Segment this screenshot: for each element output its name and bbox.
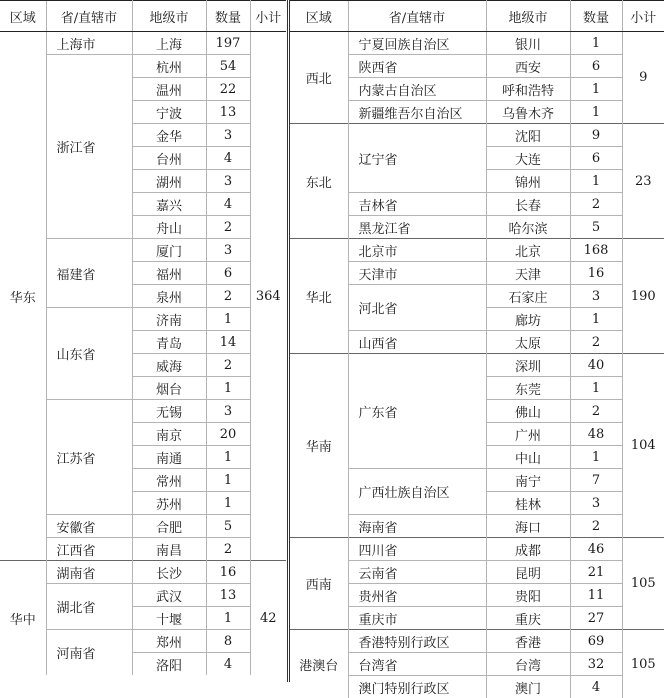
count-cell: 1: [206, 308, 250, 331]
count-cell: 2: [570, 193, 622, 216]
count-cell: 5: [206, 515, 250, 538]
province-cell: 江苏省: [46, 400, 132, 515]
table-row: [290, 32, 664, 55]
subtotal-cell: 42: [250, 561, 286, 676]
region-cell: 东北: [290, 124, 348, 239]
right-table-panel: [290, 0, 664, 682]
province-cell: 天津市: [348, 262, 486, 285]
city-cell: 哈尔滨: [486, 216, 570, 239]
count-cell: 1: [570, 308, 622, 331]
subtotal-cell: 104: [622, 354, 664, 538]
city-cell: 成都: [486, 538, 570, 561]
right-data-table: [290, 0, 664, 698]
city-cell: 长春: [486, 193, 570, 216]
count-cell: 32: [570, 653, 622, 676]
city-cell: 贵阳: [486, 584, 570, 607]
count-cell: 3: [570, 285, 622, 308]
count-cell: 27: [570, 607, 622, 630]
province-cell: 宁夏回族自治区: [348, 32, 486, 55]
region-cell: 西北: [290, 32, 348, 124]
count-cell: 3: [206, 239, 250, 262]
count-cell: 3: [206, 170, 250, 193]
count-cell: 4: [570, 676, 622, 698]
count-cell: 1: [570, 377, 622, 400]
city-cell: 南昌: [132, 538, 206, 561]
count-cell: 1: [206, 469, 250, 492]
header-city: 地级市: [486, 1, 570, 32]
province-cell: 河北省: [348, 285, 486, 331]
count-cell: 22: [206, 78, 250, 101]
city-cell: 桂林: [486, 492, 570, 515]
header-region: 区域: [290, 1, 348, 32]
city-cell: 深圳: [486, 354, 570, 377]
subtotal-cell: 105: [622, 538, 664, 630]
city-cell: 十堰: [132, 607, 206, 630]
city-cell: 烟台: [132, 377, 206, 400]
header-subtotal: 小计: [622, 1, 664, 32]
count-cell: 6: [570, 147, 622, 170]
city-cell: 天津: [486, 262, 570, 285]
city-cell: 温州: [132, 78, 206, 101]
city-cell: 无锡: [132, 400, 206, 423]
city-cell: 上海: [132, 32, 206, 55]
count-cell: 1: [206, 492, 250, 515]
city-cell: 南宁: [486, 469, 570, 492]
table-row: [290, 538, 664, 561]
count-cell: 1: [570, 101, 622, 124]
region-cell: 华中: [0, 561, 46, 676]
header-subtotal: 小计: [250, 1, 286, 32]
table-row: [290, 124, 664, 147]
table-header-row: [290, 1, 664, 32]
city-cell: 西安: [486, 55, 570, 78]
city-cell: 金华: [132, 124, 206, 147]
province-cell: 澳门特别行政区: [348, 676, 486, 698]
count-cell: 6: [570, 55, 622, 78]
province-cell: 四川省: [348, 538, 486, 561]
city-cell: 廊坊: [486, 308, 570, 331]
count-cell: 168: [570, 239, 622, 262]
city-cell: 常州: [132, 469, 206, 492]
province-cell: 香港特别行政区: [348, 630, 486, 653]
city-cell: 昆明: [486, 561, 570, 584]
count-cell: 2: [206, 354, 250, 377]
city-cell: 杭州: [132, 55, 206, 78]
province-cell: 海南省: [348, 515, 486, 538]
subtotal-cell: 9: [622, 32, 664, 124]
header-count: 数量: [570, 1, 622, 32]
province-cell: 广西壮族自治区: [348, 469, 486, 515]
city-cell: 太原: [486, 331, 570, 354]
city-cell: 南通: [132, 446, 206, 469]
count-cell: 14: [206, 331, 250, 354]
province-cell: 福建省: [46, 239, 132, 308]
count-cell: 40: [570, 354, 622, 377]
province-cell: 台湾省: [348, 653, 486, 676]
city-cell: 合肥: [132, 515, 206, 538]
province-cell: 云南省: [348, 561, 486, 584]
count-cell: 3: [206, 124, 250, 147]
count-cell: 21: [570, 561, 622, 584]
city-cell: 中山: [486, 446, 570, 469]
city-cell: 泉州: [132, 285, 206, 308]
count-cell: 3: [570, 492, 622, 515]
province-cell: 湖南省: [46, 561, 132, 584]
province-cell: 江西省: [46, 538, 132, 561]
count-cell: 197: [206, 32, 250, 55]
province-cell: 湖北省: [46, 584, 132, 630]
province-cell: 广东省: [348, 354, 486, 469]
city-cell: 重庆: [486, 607, 570, 630]
header-region: 区域: [0, 1, 46, 32]
city-cell: 舟山: [132, 216, 206, 239]
table-row: [290, 630, 664, 653]
header-province: 省/直辖市: [348, 1, 486, 32]
count-cell: 2: [570, 331, 622, 354]
city-cell: 广州: [486, 423, 570, 446]
city-cell: 乌鲁木齐: [486, 101, 570, 124]
province-cell: 上海市: [46, 32, 132, 55]
table-row: [290, 354, 664, 377]
count-cell: 2: [206, 538, 250, 561]
table-row: [290, 239, 664, 262]
subtotal-cell: 23: [622, 124, 664, 239]
province-cell: 浙江省: [46, 55, 132, 239]
city-cell: 嘉兴: [132, 193, 206, 216]
city-cell: 石家庄: [486, 285, 570, 308]
count-cell: 1: [570, 32, 622, 55]
header-count: 数量: [206, 1, 250, 32]
count-cell: 46: [570, 538, 622, 561]
count-cell: 11: [570, 584, 622, 607]
subtotal-cell: 105: [622, 630, 664, 698]
province-cell: 陕西省: [348, 55, 486, 78]
city-cell: 济南: [132, 308, 206, 331]
left-data-table: [0, 0, 286, 675]
count-cell: 69: [570, 630, 622, 653]
city-cell: 湖州: [132, 170, 206, 193]
province-cell: 北京市: [348, 239, 486, 262]
region-cell: 西南: [290, 538, 348, 630]
count-cell: 1: [570, 446, 622, 469]
region-cell: 华北: [290, 239, 348, 354]
province-cell: 河南省: [46, 630, 132, 676]
count-cell: 5: [570, 216, 622, 239]
city-cell: 宁波: [132, 101, 206, 124]
region-cell: 华东: [0, 32, 46, 561]
city-cell: 青岛: [132, 331, 206, 354]
count-cell: 1: [206, 446, 250, 469]
city-cell: 台州: [132, 147, 206, 170]
count-cell: 2: [206, 285, 250, 308]
province-cell: 重庆市: [348, 607, 486, 630]
city-cell: 郑州: [132, 630, 206, 653]
count-cell: 20: [206, 423, 250, 446]
city-cell: 南京: [132, 423, 206, 446]
province-cell: 吉林省: [348, 193, 486, 216]
count-cell: 4: [206, 193, 250, 216]
table-row: [0, 32, 286, 55]
province-cell: 新疆维吾尔自治区: [348, 101, 486, 124]
left-table-panel: [0, 0, 286, 682]
subtotal-cell: 364: [250, 32, 286, 561]
count-cell: 13: [206, 584, 250, 607]
city-cell: 沈阳: [486, 124, 570, 147]
city-cell: 威海: [132, 354, 206, 377]
count-cell: 1: [570, 170, 622, 193]
header-city: 地级市: [132, 1, 206, 32]
count-cell: 9: [570, 124, 622, 147]
city-cell: 台湾: [486, 653, 570, 676]
count-cell: 2: [570, 400, 622, 423]
city-cell: 银川: [486, 32, 570, 55]
count-cell: 2: [206, 216, 250, 239]
count-cell: 1: [570, 78, 622, 101]
count-cell: 7: [570, 469, 622, 492]
city-cell: 海口: [486, 515, 570, 538]
city-cell: 长沙: [132, 561, 206, 584]
city-cell: 呼和浩特: [486, 78, 570, 101]
city-cell: 佛山: [486, 400, 570, 423]
count-cell: 8: [206, 630, 250, 653]
table-header-row: [0, 1, 286, 32]
header-province: 省/直辖市: [46, 1, 132, 32]
city-cell: 厦门: [132, 239, 206, 262]
subtotal-cell: 190: [622, 239, 664, 354]
province-cell: 山西省: [348, 331, 486, 354]
city-cell: 北京: [486, 239, 570, 262]
province-cell: 辽宁省: [348, 124, 486, 193]
count-cell: 3: [206, 400, 250, 423]
province-cell: 贵州省: [348, 584, 486, 607]
table-row: [0, 561, 286, 584]
city-cell: 锦州: [486, 170, 570, 193]
count-cell: 2: [570, 515, 622, 538]
province-cell: 安徽省: [46, 515, 132, 538]
region-cell: 华南: [290, 354, 348, 538]
city-cell: 武汉: [132, 584, 206, 607]
count-cell: 1: [206, 607, 250, 630]
count-cell: 1: [206, 377, 250, 400]
city-cell: 东莞: [486, 377, 570, 400]
city-cell: 香港: [486, 630, 570, 653]
count-cell: 6: [206, 262, 250, 285]
province-cell: 山东省: [46, 308, 132, 400]
city-cell: 大连: [486, 147, 570, 170]
count-cell: 13: [206, 101, 250, 124]
count-cell: 4: [206, 147, 250, 170]
city-cell: 洛阳: [132, 653, 206, 676]
count-cell: 48: [570, 423, 622, 446]
region-cell: 港澳台: [290, 630, 348, 698]
city-cell: 苏州: [132, 492, 206, 515]
count-cell: 54: [206, 55, 250, 78]
count-cell: 16: [570, 262, 622, 285]
city-cell: 福州: [132, 262, 206, 285]
province-cell: 黑龙江省: [348, 216, 486, 239]
province-cell: 内蒙古自治区: [348, 78, 486, 101]
city-cell: 澳门: [486, 676, 570, 698]
count-cell: 4: [206, 653, 250, 676]
count-cell: 16: [206, 561, 250, 584]
